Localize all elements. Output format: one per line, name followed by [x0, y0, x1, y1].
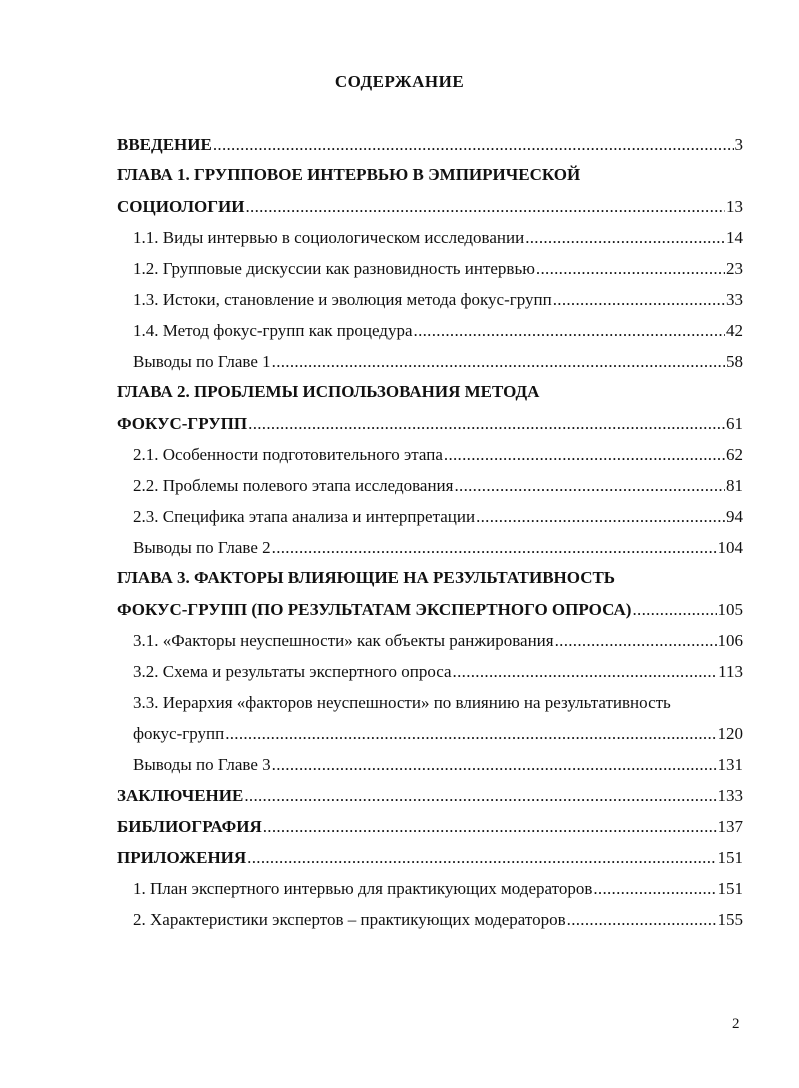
- toc-page: 151: [717, 879, 743, 898]
- toc-page: 13: [726, 197, 743, 216]
- toc-label: 1.2. Групповые дискуссии как разновидность интервью: [133, 259, 535, 278]
- toc-entry-appendix-1: [133, 878, 743, 900]
- toc-chapter-2-title-line: ГЛАВА 2. ПРОБЛЕМЫ ИСПОЛЬЗОВАНИЯ МЕТОДА: [117, 382, 540, 401]
- toc-page: 42: [726, 321, 743, 340]
- toc-leader-dots: [225, 723, 716, 745]
- toc-entry-3-1: [133, 630, 743, 652]
- toc-label: ФОКУС-ГРУПП (ПО РЕЗУЛЬТАТАМ ЭКСПЕРТНОГО ОПРОСА): [117, 600, 632, 619]
- toc-leader-dots: [213, 134, 734, 156]
- toc-label: 2.1. Особенности подготовительного этапа: [133, 445, 443, 464]
- toc-page: 14: [726, 228, 743, 247]
- toc-page: 58: [726, 352, 743, 371]
- toc-entry-bibliography: [117, 816, 743, 838]
- toc-label: СОЦИОЛОГИИ: [117, 197, 245, 216]
- toc-leader-dots: [248, 413, 725, 435]
- toc-leader-dots: [444, 444, 725, 466]
- toc-leader-dots: [272, 537, 717, 559]
- toc-label: Выводы по Главе 3: [133, 755, 271, 774]
- toc-leader-dots: [593, 878, 716, 900]
- toc-leader-dots: [414, 320, 725, 342]
- toc-entry-3-2: [133, 661, 743, 683]
- toc-label: 1.3. Истоки, становление и эволюция метода фокус-групп: [133, 290, 552, 309]
- toc-page: 3: [734, 135, 743, 154]
- toc-leader-dots: [247, 847, 716, 869]
- toc-entry-appendix-2: [133, 909, 743, 931]
- toc-label: 2. Характеристики экспертов – практикующих модераторов: [133, 910, 566, 929]
- toc-label: Выводы по Главе 2: [133, 538, 271, 557]
- toc-leader-dots: [567, 909, 717, 931]
- toc-label: ПРИЛОЖЕНИЯ: [117, 848, 247, 867]
- toc-page: 151: [717, 848, 743, 867]
- toc-entry-appendices: [117, 847, 743, 869]
- toc-page: 23: [726, 259, 743, 278]
- toc-page: 62: [726, 445, 743, 464]
- toc-entry-2-2: [133, 475, 743, 497]
- toc-leader-dots: [555, 630, 717, 652]
- toc-leader-dots: [525, 227, 725, 249]
- toc-entry-introduction: [117, 134, 743, 156]
- toc-entry-conclusions-3: [133, 754, 743, 776]
- toc-page: 137: [717, 817, 743, 836]
- toc-leader-dots: [263, 816, 717, 838]
- toc-chapter-1-title-line: ГЛАВА 1. ГРУППОВОЕ ИНТЕРВЬЮ В ЭМПИРИЧЕСКОЙ: [117, 165, 581, 184]
- toc-label: 1.4. Метод фокус-групп как процедура: [133, 321, 413, 340]
- toc-chapter-3-title-line: ГЛАВА 3. ФАКТОРЫ ВЛИЯЮЩИЕ НА РЕЗУЛЬТАТИВНОСТЬ: [117, 568, 616, 587]
- toc-page: 33: [726, 290, 743, 309]
- toc-entry-chapter-2: [117, 413, 743, 435]
- toc-page: 81: [726, 476, 743, 495]
- toc-leader-dots: [553, 289, 725, 311]
- toc-page: 133: [717, 786, 743, 805]
- toc-entry-2-3: [133, 506, 743, 528]
- toc-leader-dots: [272, 351, 725, 373]
- toc-entry-3-3: [133, 723, 743, 745]
- toc-page: 105: [717, 600, 743, 619]
- toc-label: 3.2. Схема и результаты экспертного опроса: [133, 662, 452, 681]
- toc-leader-dots: [453, 661, 718, 683]
- toc-entry-1-2: [133, 258, 743, 280]
- toc-label: 1.1. Виды интервью в социологическом исследовании: [133, 228, 525, 247]
- toc-label: ВВЕДЕНИЕ: [117, 135, 212, 154]
- toc-entry-conclusions-2: [133, 537, 743, 559]
- toc-label: ЗАКЛЮЧЕНИЕ: [117, 786, 244, 805]
- toc-label: 1. План экспертного интервью для практикующих модераторов: [133, 879, 593, 898]
- toc-entry-2-1: [133, 444, 743, 466]
- toc-leader-dots: [454, 475, 725, 497]
- page-number: 2: [732, 1016, 740, 1032]
- toc-label: ФОКУС-ГРУПП: [117, 414, 248, 433]
- toc-label: БИБЛИОГРАФИЯ: [117, 817, 262, 836]
- toc-leader-dots: [272, 754, 717, 776]
- toc-entry-1-4: [133, 320, 743, 342]
- toc-page: 106: [717, 631, 743, 650]
- toc-page: 120: [717, 724, 743, 743]
- toc-page: 155: [717, 910, 743, 929]
- toc-label: 2.3. Специфика этапа анализа и интерпретации: [133, 507, 476, 526]
- toc-leader-dots: [476, 506, 725, 528]
- toc-entry-conclusions-1: [133, 351, 743, 373]
- toc-entry-1-1: [133, 227, 743, 249]
- toc-leader-dots: [536, 258, 725, 280]
- toc-label: 3.1. «Факторы неуспешности» как объекты ранжирования: [133, 631, 554, 650]
- toc-page: 131: [717, 755, 743, 774]
- toc-leader-dots: [632, 599, 716, 621]
- toc-page: 61: [726, 414, 743, 433]
- toc-label: фокус-групп: [133, 724, 225, 743]
- toc-page: 94: [726, 507, 743, 526]
- toc-entry-chapter-3: [117, 599, 743, 621]
- toc-entry-chapter-1: [117, 196, 743, 218]
- toc-page: 113: [718, 662, 743, 681]
- toc-page: 104: [717, 538, 743, 557]
- toc-leader-dots: [244, 785, 716, 807]
- toc-label: 2.2. Проблемы полевого этапа исследования: [133, 476, 454, 495]
- toc-label: Выводы по Главе 1: [133, 352, 271, 371]
- toc-entry-3-3-title-line: 3.3. Иерархия «факторов неуспешности» по влиянию на результативность: [133, 693, 671, 712]
- page-title: СОДЕРЖАНИЕ: [334, 72, 465, 91]
- toc-entry-conclusion: [117, 785, 743, 807]
- toc-entry-1-3: [133, 289, 743, 311]
- toc-leader-dots: [245, 196, 725, 218]
